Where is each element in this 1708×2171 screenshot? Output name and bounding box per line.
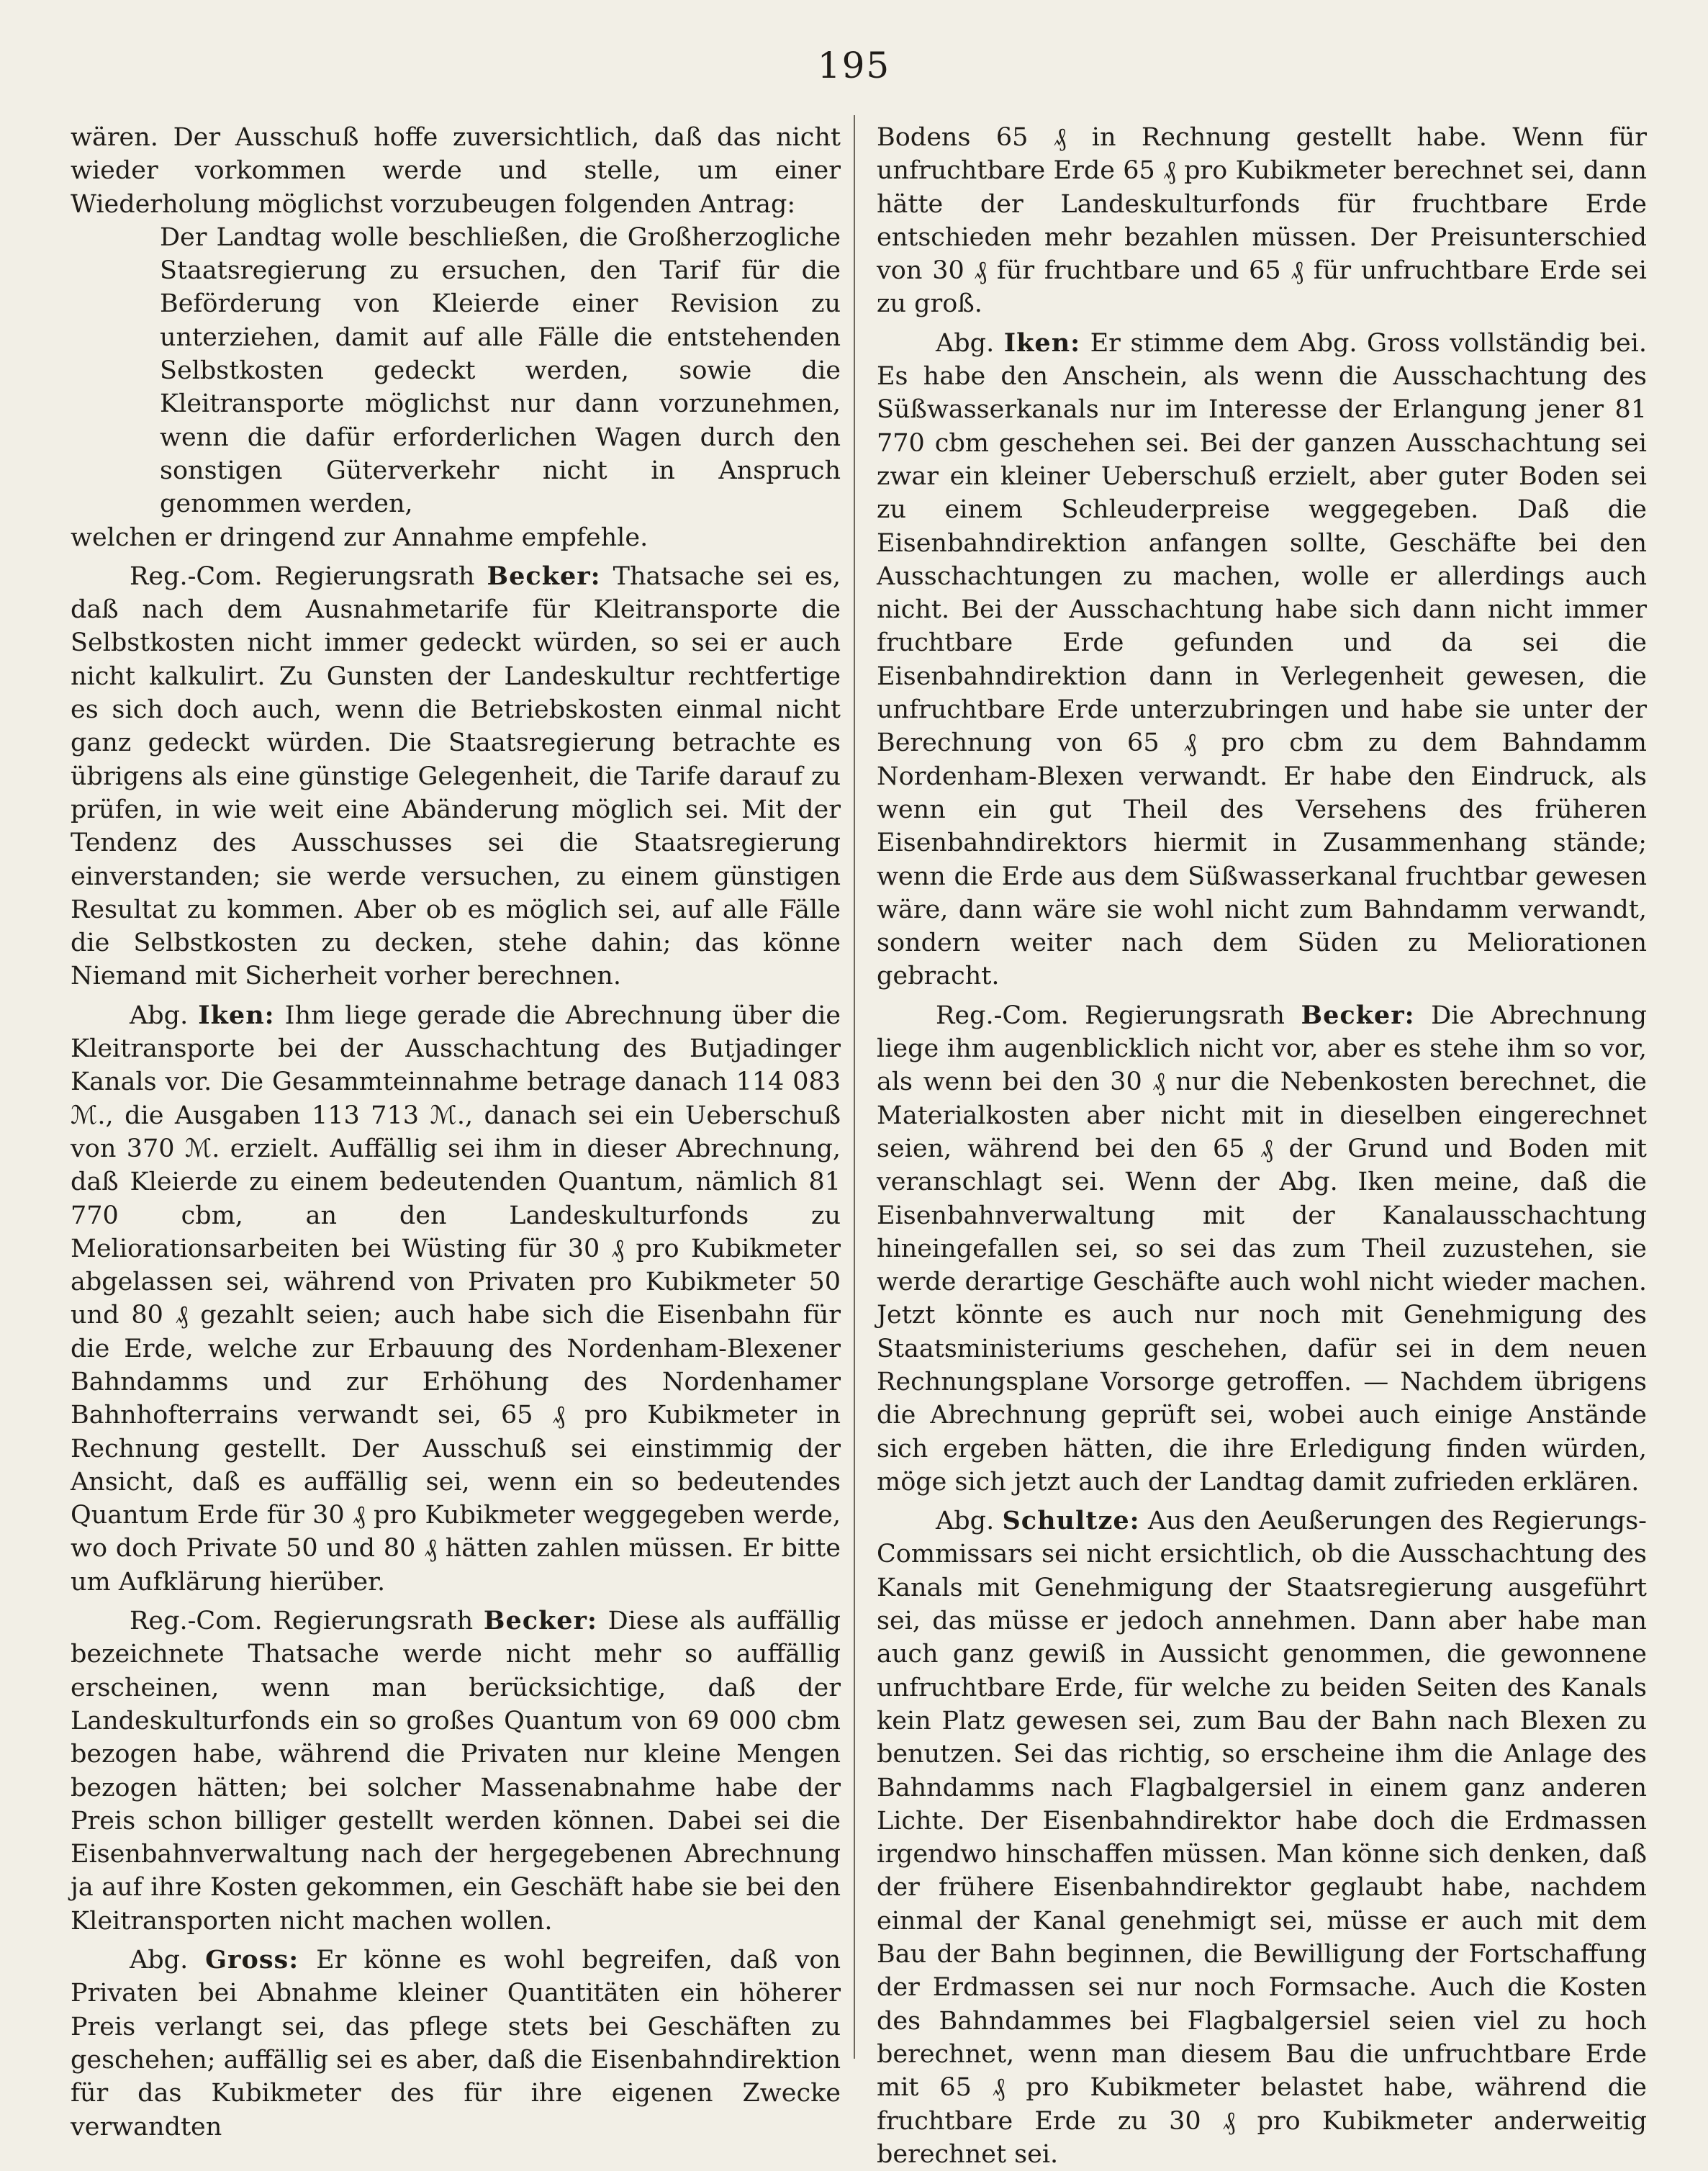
- speech-paragraph: [71, 999, 841, 1599]
- speaker-name: Iken:: [1003, 328, 1081, 358]
- speech-text: Aus den Aeußerungen des Regierungs-Commissars sei nicht ersichtlich, ob die Ausschachtung des Kanals mit Genehmigung der Staatsregierung ausgeführt sei, das müsse er jedoch annehmen. Dann aber habe man auch ganz gewiß in Aussicht genommen, die gewonnene unfruchtbare Erde, für welche zu beiden Seiten des Kanals kein Platz gewesen sei, zum Bau der Bahn nach Blexen zu benutzen. Sei das richtig, so erscheine ihm die Anlage des Bahndamms nach Flagbalgersiel in einem ganz anderen Lichte. Der Eisenbahndirektor habe doch die Erdmassen irgendwo hinschaffen müssen. Man könne sich denken, daß der frühere Eisenbahndirektor geglaubt habe, nachdem einmal der Kanal genehmigt sei, müsse er auch mit dem Bau der Bahn beginnen, die Bewilligung der Fortschaffung der Erdmassen sei nur noch Formsache. Auch die Kosten des Bahndammes bei Flagbalgersiel seien viel zu hoch berechnet, wenn man diesem Bau die unfruchtbare Erde mit 65 ₰ pro Kubikmeter belastet habe, während die fruchtbare Erde zu 30 ₰ pro Kubikmeter anderweitig berechnet sei.: [877, 1507, 1647, 2169]
- left-column: [71, 121, 841, 2144]
- right-column: [877, 121, 1647, 2171]
- speaker-name: Becker:: [483, 1606, 597, 1636]
- speech-text: Die Abrechnung liege ihm augenblicklich nicht vor, aber es stehe ihm so vor, als wenn bei den 30 ₰ nur die Nebenkosten berechnet, die Materialkosten aber nicht mit in dieselben eingerechnet seien, während bei den 65 ₰ der Grund und Boden mit veranschlagt sei. Wenn der Abg. Iken meine, daß die Eisenbahnverwaltung mit der Kanalausschachtung hineingefallen sei, so sei das zum Theil zuzustehen, sie werde derartige Geschäfte auch wohl nicht wieder machen. Jetzt könnte es auch nur noch mit Genehmigung des Staatsministeriums geschehen, dafür sei in dem neuen Rechnungsplane Vorsorge getroffen. — Nachdem übrigens die Abrechnung geprüft sei, wobei auch einige Anstände sich ergeben hätten, die ihre Erledigung finden würden, möge sich jetzt auch der Landtag damit zufrieden erklären.: [877, 1001, 1647, 1497]
- speaker-prefix: Abg.: [936, 1507, 995, 1536]
- speech-text: Er stimme dem Abg. Gross vollständig bei. Es habe den Anschein, als wenn die Ausschachtung des Süßwasserkanals nur im Interesse der Erlangung jener 81 770 cbm geschehen sei. Bei der ganzen Ausschachtung sei zwar ein kleiner Ueberschuß erzielt, aber guter Boden sei zu einem Schleuderpreise weggegeben. Daß die Eisenbahndirektion anfangen sollte, Geschäfte bei den Ausschachtungen zu machen, wolle er allerdings auch nicht. Bei der Ausschachtung habe sich dann nicht immer fruchtbare Erde gefunden und da sei die Eisenbahndirektion dann in Verlegenheit gewesen, die unfruchtbare Erde unterzubringen und habe sie unter der Berechnung von 65 ₰ pro cbm zu dem Bahndamm Nordenham-Blexen verwandt. Er habe den Eindruck, als wenn ein gut Theil des Versehens des früheren Eisenbahndirektors hiermit in Zusammenhang stände; wenn die Erde aus dem Süßwasserkanal fruchtbar gewesen wäre, dann wäre sie wohl nicht zum Bahndamm verwandt, sondern weiter nach dem Süden zu Meliorationen gebracht.: [877, 328, 1647, 991]
- speech-paragraph: [877, 327, 1647, 993]
- speech-text: Er könne es wohl begreifen, daß von Privaten bei Abnahme kleiner Quantitäten ein höherer Preis verlangt sei, das pflege stets bei Geschäften zu geschehen; auffällig sei es aber, daß die Eisenbahndirektion für das Kubikmeter des für ihre eigenen Zwecke verwandten: [71, 1946, 841, 2141]
- paragraph: Bodens 65 ₰ in Rechnung gestellt habe. Wenn für unfruchtbare Erde 65 ₰ pro Kubikmeter berechnet sei, dann hätte der Landeskulturfonds für fruchtbare Erde entschieden mehr bezahlen müssen. Der Preisunterschied von 30 ₰ für fruchtbare und 65 ₰ für unfruchtbare Erde sei zu groß.: [877, 123, 1647, 319]
- speaker-prefix: Reg.-Com. Regierungsrath: [130, 561, 475, 591]
- speaker-prefix: Abg.: [130, 1001, 189, 1030]
- speaker-name: Becker:: [1301, 1000, 1415, 1030]
- speaker-prefix: Reg.-Com. Regierungsrath: [130, 1607, 474, 1636]
- speaker-prefix: Abg.: [936, 328, 995, 358]
- speech-paragraph: [71, 560, 841, 993]
- paragraph: welchen er dringend zur Annahme empfehle.: [71, 523, 649, 552]
- speaker-prefix: Reg.-Com. Regierungsrath: [936, 1001, 1285, 1030]
- motion-text: Der Landtag wolle beschließen, die Großherzogliche Staatsregierung zu ersuchen, den Tarif für die Beförderung von Kleierde einer Revision zu unterziehen, damit auf alle Fälle die entstehenden Selbstkosten gedeckt werden, sowie die Kleitransporte möglichst nur dann vorzunehmen, wenn die dafür erforderlichen Wagen durch den sonstigen Güterverkehr nicht in Anspruch genommen werden,: [160, 222, 841, 519]
- speech-text: Thatsache sei es, daß nach dem Ausnahmetarife für Kleitransporte die Selbstkosten nicht immer gedeckt würden, so sei er auch nicht kalkulirt. Zu Gunsten der Landeskultur rechtfertige es sich doch auch, wenn die Betriebskosten einmal nicht ganz gedeckt würden. Die Staatsregierung betrachte es übrigens als eine günstige Gelegenheit, die Tarife darauf zu prüfen, in wie weit eine Abänderung möglich sei. Mit der Tendenz des Ausschusses sei die Staatsregierung einverstanden; sie werde versuchen, zu einem günstigen Resultat zu kommen. Aber ob es möglich sei, auf alle Fälle die Selbstkosten zu decken, stehe dahin; das könne Niemand mit Sicherheit vorher berechnen.: [71, 561, 841, 991]
- speech-paragraph: [71, 1944, 841, 2144]
- paragraph: wären. Der Ausschuß hoffe zuversichtlich, daß das nicht wieder vorkommen werde und stelle, um einer Wiederholung möglichst vorzubeugen folgenden Antrag:: [71, 123, 841, 219]
- page-number: 195: [817, 45, 891, 86]
- speaker-name: Becker:: [487, 561, 601, 591]
- speaker-name: Schultze:: [1002, 1506, 1140, 1536]
- speaker-prefix: Abg.: [130, 1946, 189, 1975]
- speech-paragraph: [877, 999, 1647, 1499]
- speech-paragraph: [877, 1504, 1647, 2171]
- speech-paragraph: [71, 1604, 841, 1938]
- speech-text: Ihm liege gerade die Abrechnung über die Kleitransporte bei der Ausschachtung des Butjadinger Kanals vor. Die Gesammteinnahme betrage danach 114 083 ℳ., die Ausgaben 113 713 ℳ., danach sei ein Ueberschuß von 370 ℳ. erzielt. Auffällig sei ihm in dieser Abrechnung, daß Kleierde zu einem bedeutenden Quantum, nämlich 81 770 cbm, an den Landeskulturfonds zu Meliorationsarbeiten bei Wüsting für 30 ₰ pro Kubikmeter abgelassen sei, während von Privaten pro Kubikmeter 50 und 80 ₰ gezahlt seien; auch habe sich die Eisenbahn für die Erde, welche zur Erbauung des Nordenham-Blexener Bahndamms und zur Erhöhung des Nordenhamer Bahnhofterrains verwandt sei, 65 ₰ pro Kubikmeter in Rechnung gestellt. Der Ausschuß sei einstimmig der Ansicht, daß es auffällig sei, wenn ein so bedeutendes Quantum Erde für 30 ₰ pro Kubikmeter weggegeben werde, wo doch Private 50 und 80 ₰ hätten zahlen müssen. Er bitte um Aufklärung hierüber.: [71, 1001, 841, 1597]
- speech-text: Diese als auffällig bezeichnete Thatsache werde nicht mehr so auffällig erscheinen, wenn man berücksichtige, daß der Landeskulturfonds ein so großes Quantum von 69 000 cbm bezogen habe, während die Privaten nur kleine Mengen bezogen hätten; bei solcher Massenabnahme habe der Preis schon billiger gestellt werden können. Dabei sei die Eisenbahnverwaltung nach der hergegebenen Abrechnung ja auf ihre Kosten gekommen, ein Geschäft habe sie bei den Kleitransporten nicht machen wollen.: [71, 1607, 841, 1936]
- column-divider: [854, 115, 855, 2059]
- speaker-name: Gross:: [205, 1945, 299, 1975]
- speaker-name: Iken:: [198, 1000, 275, 1030]
